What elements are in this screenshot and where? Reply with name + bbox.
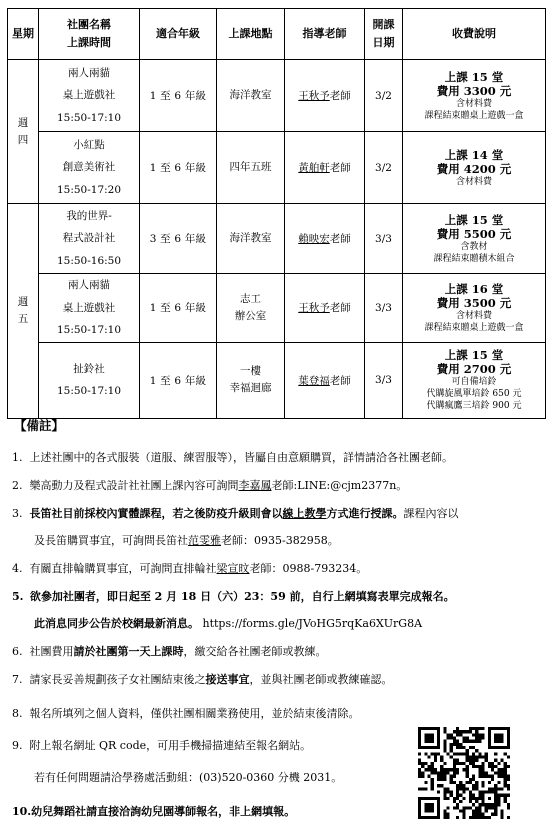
grade-cell: 1 至 6 年級 — [140, 274, 217, 343]
note-7: 7. 請家長妥善規劃孩子女社團結束後之接送事宜，並與社團老師或教練確認。 — [12, 673, 393, 686]
start-date-cell: 3/3 — [365, 274, 403, 343]
note-10: 10.幼兒舞蹈社請直接洽詢幼兒園導師報名，非上網填報。 — [12, 805, 296, 818]
note-3-continued: 及長笛購買事宜，可詢問長笛社范雯雅老師：0935-382958。 — [34, 534, 339, 547]
note-1: 1. 上述社團中的各式服裝（道服、練習服等），皆屬自由意願購買，詳情請洽各社團老師。 — [12, 451, 453, 464]
fee-cell: 上課 15 堂 費用 3300 元 含材料費 課程結束贈桌上遊戲一盒 — [403, 60, 546, 132]
grade-cell: 3 至 6 年級 — [140, 204, 217, 274]
note-9-continued: 若有任何問題請洽學務處活動組：(03)520-0360 分機 2031。 — [34, 771, 343, 784]
header-day: 星期 — [8, 9, 39, 60]
teacher-cell: 王秋予老師 — [285, 60, 365, 132]
fee-cell: 上課 15 堂 費用 2700 元 可自備培鈴 代購旋風單培鈴 650 元 代購瘋鷹三培鈴 900 元 — [403, 342, 546, 418]
location-cell: 四年五班 — [217, 132, 285, 204]
header-fee: 收費說明 — [403, 9, 546, 60]
note-8: 8. 報名所填列之個人資料，僅供社團相關業務使用，並於結束後清除。 — [12, 707, 360, 720]
header-grade: 適合年級 — [140, 9, 217, 60]
start-date-cell: 3/3 — [365, 204, 403, 274]
location-cell: 海洋教室 — [217, 204, 285, 274]
start-date-cell: 3/3 — [365, 342, 403, 418]
header-teacher: 指導老師 — [285, 9, 365, 60]
fee-cell: 上課 16 堂 費用 3500 元 含材料費 課程結束贈桌上遊戲一盒 — [403, 274, 546, 343]
note-6: 6. 社團費用請於社團第一天上課時，繳交給各社團老師或教練。 — [12, 645, 327, 658]
fee-cell: 上課 15 堂 費用 5500 元 含教材 課程結束贈積木組合 — [403, 204, 546, 274]
note-4: 4. 有關直排輪購買事宜，可詢問直排輪社梁宣旼老師：0988-793234。 — [12, 562, 368, 575]
club-cell: 小紅點 創意美術社 15:50-17:20 — [39, 132, 140, 204]
table-row — [8, 342, 546, 418]
location-cell: 一樓 幸福迴廊 — [217, 342, 285, 418]
teacher-cell: 王秋予老師 — [285, 274, 365, 343]
table-row — [8, 60, 546, 132]
day-cell-friday: 週 五 — [8, 204, 39, 419]
table-header-row — [8, 9, 546, 60]
notes-title: 【備註】 — [14, 418, 65, 433]
teacher-cell: 賴映宏老師 — [285, 204, 365, 274]
header-start-date: 開課 日期 — [365, 9, 403, 60]
start-date-cell: 3/2 — [365, 132, 403, 204]
header-location: 上課地點 — [217, 9, 285, 60]
registration-qr-code-icon[interactable] — [418, 727, 510, 819]
teacher-cell: 葉登福老師 — [285, 342, 365, 418]
note-9: 9. 附上報名網址 QR code，可用手機掃描連結至報名網站。 — [12, 739, 312, 752]
day-cell-thursday: 週 四 — [8, 60, 39, 204]
club-cell: 兩人兩貓 桌上遊戲社 15:50-17:10 — [39, 60, 140, 132]
fee-cell: 上課 14 堂 費用 4200 元 含材料費 — [403, 132, 546, 204]
registration-form-link[interactable]: https://forms.gle/JVoHG5rqKa6XUrG8A — [202, 617, 423, 630]
table-row — [8, 132, 546, 204]
grade-cell: 1 至 6 年級 — [140, 132, 217, 204]
club-cell: 我的世界- 程式設計社 15:50-16:50 — [39, 204, 140, 274]
grade-cell: 1 至 6 年級 — [140, 60, 217, 132]
header-club: 社團名稱 上課時間 — [39, 9, 140, 60]
note-3: 3. 長笛社目前採校內實體課程，若之後防疫升級則會以線上教學方式進行授課。課程內容以 — [12, 507, 459, 520]
note-2: 2. 樂高動力及程式設計社社團上課內容可詢問李嘉鳳老師:LINE:@cjm2377n。 — [12, 479, 408, 492]
club-cell: 兩人兩貓 桌上遊戲社 15:50-17:10 — [39, 274, 140, 343]
note-5-continued: 此消息同步公告於校網最新消息。 https://forms.gle/JVoHG5rqKa6XUrG8A — [34, 617, 423, 630]
location-cell: 海洋教室 — [217, 60, 285, 132]
club-schedule-table — [7, 8, 546, 419]
start-date-cell: 3/2 — [365, 60, 403, 132]
note-5: 5. 欲參加社團者，即日起至 2 月 18 日（六）23：59 前，自行上網填寫表單完成報名。 — [12, 590, 455, 603]
table-row — [8, 204, 546, 274]
location-cell: 志工 辦公室 — [217, 274, 285, 343]
teacher-cell: 黃舶軒老師 — [285, 132, 365, 204]
grade-cell: 1 至 6 年級 — [140, 342, 217, 418]
club-cell: 扯鈴社 15:50-17:10 — [39, 342, 140, 418]
table-row — [8, 274, 546, 343]
